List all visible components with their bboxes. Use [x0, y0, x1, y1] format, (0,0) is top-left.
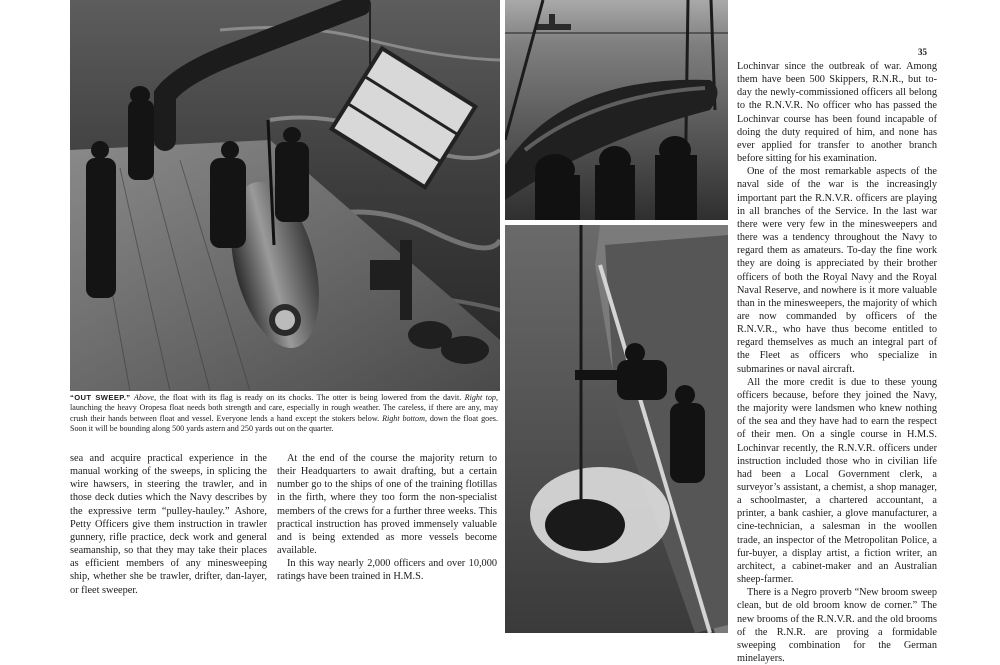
caption-label-right-top: Right top, [464, 393, 498, 402]
photo-float-on-deck [70, 0, 500, 391]
caption-text-right-bottom: down the float goes. Soon it will be bounding along 500 yards astern and 250 yards out on the quarter. [70, 413, 498, 434]
paragraph: One of the most remarkable aspects of the naval side of the war is the increasingly important part the R.N.V.R. officers are playing in all branches of the Service. In the last war there were very few in the minesweepers and there was a tendency throughout the Navy to regard them as amateurs. To-day the fine work they are doing is appreciated by their brother officers of both the Royal Navy and the Royal Naval Reserve, and nowhere is it more valuable than in the minesweepers, the majority of which are now commanded by officers of the R.N.V.R., who have thus become entitled to regard themselves as much an integral part of the Fleet as officers who specialize in submarines or naval aircraft. [737, 166, 937, 375]
page-number: 35 [918, 47, 927, 57]
text-column-1 [70, 452, 267, 597]
photo-caption [70, 393, 498, 435]
paragraph: sea and acquire practical experience in the manual working of the sweeps, in splicing the wire hawsers, in steering the trawler, and in those deck duties which the Navy describes by the expressive term “pulley-hauley.” Ashore, Petty Officers give them instruction in trawler gunnery, rifle practice, deck work and general seamanship, so that they may take their places as efficient members of any minesweeping ship, whether she be trawler, drifter, dan-layer, or fleet sweeper. [70, 453, 267, 596]
paragraph: Lochinvar since the outbreak of war. Among them have been 500 Skippers, R.N.R., but to-day the newly-commissioned officers all belong to the R.N.V.R. No officer who has passed the Lochinvar course has been found incapable of doing the duty required of him, and none has ever applied for transfer to another branch before sitting for his examination. [737, 61, 937, 165]
paragraph: At the end of the course the majority return to their Headquarters to await drafting, but a certain number go to the ships of one of the training flotillas in the firth, where they too form the non-specialist members of the crews for a further three weeks. This practical instruction has proved immensely valuable and is being extended as more vessels become available. [277, 453, 497, 557]
caption-label-right-bottom: Right bottom, [382, 413, 427, 423]
caption-text-above: the float with its flag is ready on its chocks. The otter is being lowered from the davit. [156, 393, 465, 402]
paragraph: There is a Negro proverb “New broom sweep clean, but de old broom know de corner.” The new brooms of the R.N.V.R. and the old brooms of the R.N.R. are proving a formidable sweeping combination for the German minelayers. [737, 587, 937, 665]
photo-oropesa-float-lifted [505, 0, 728, 220]
text-column-2 [277, 452, 497, 584]
caption-text-right-top: launching the heavy Oropesa float needs both strength and care, especially in rough weather. The careless, if there are any, may crush their hands between float and vessel. Everyone lends a hand except the stokers below. [70, 403, 498, 423]
text-column-3 [737, 60, 937, 665]
caption-lead: “OUT SWEEP.” [70, 393, 131, 402]
photo-float-lowered-overboard [505, 225, 728, 633]
caption-label-above: Above, [133, 393, 157, 402]
paragraph: All the more credit is due to these young officers because, before they joined the Navy, the majority were landsmen who knew nothing of the sea and they have had to earn the respect of their men. On a single course in H.M.S. Lochinvar recently, the R.N.V.R. officers under instruction included those who in civilian life had been a Local Government clerk, a surveyor’s assistant, a chemist, a shop manager, a schoolmaster, a chartered accountant, a printer, a bank cashier, a glove manufacturer, a cine-technician, a salesman in the woollen trade, an inspector of the Metropolitan Police, a fur-buyer, a display artist, a fiction writer, an architect, a cabinet-maker and an Australian sheep-farmer. [737, 376, 937, 586]
paragraph: In this way nearly 2,000 officers and over 10,000 ratings have been trained in H.M.S. [277, 558, 497, 583]
